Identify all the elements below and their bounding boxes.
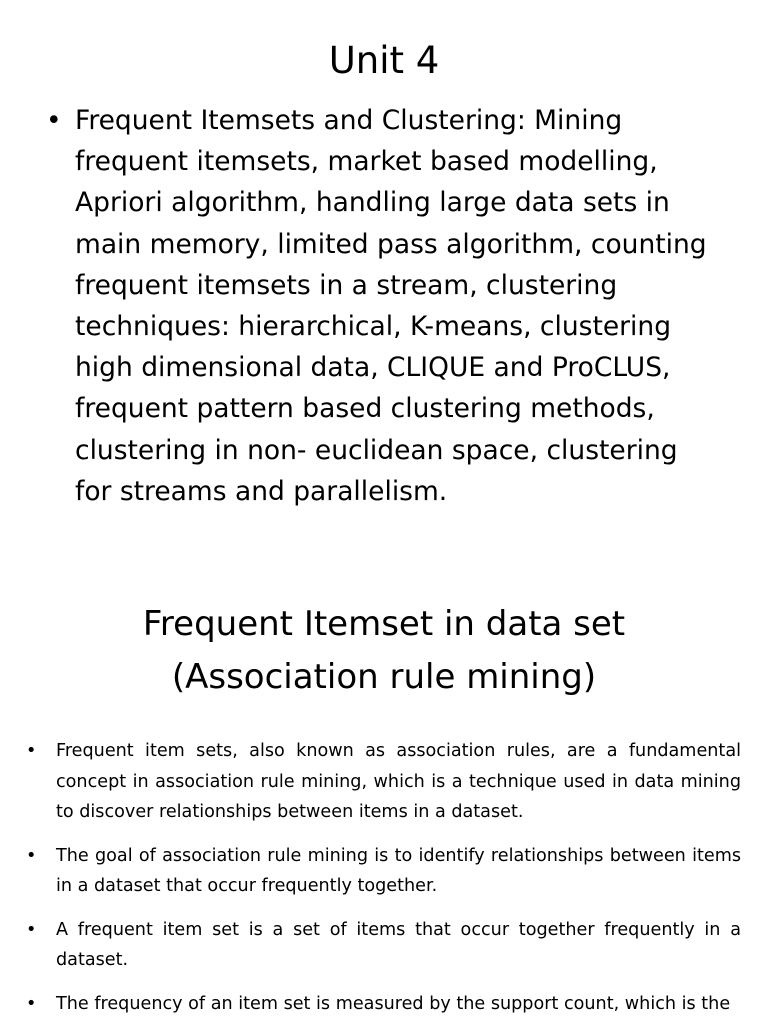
slide-frequent-itemset [0, 580, 768, 1024]
topic-bullet [46, 100, 716, 512]
topic-bullet-text: Frequent Itemsets and Clustering: Mining frequent itemsets, market based modelling, Apriori algorithm, handling large data sets in main memory, limited pass algorithm, counting frequent itemsets in a stream, clustering techniques: hierarchical, K-means, clustering high dimensional data, CLIQUE and ProCLUS, frequent pattern based clustering methods, clustering in non- euclidean space, clustering for streams and parallelism. [75, 105, 707, 507]
slide-title: Unit 4 [328, 39, 440, 82]
list-item [26, 915, 741, 976]
bullet-marker: • [26, 845, 37, 866]
bullet-marker: • [26, 919, 37, 940]
list-item-text: A frequent item set is a set of items that occur together frequently in a dataset. [56, 919, 741, 970]
slide-title-line-2: (Association rule mining) [171, 657, 597, 697]
list-item [26, 841, 741, 902]
list-item [26, 736, 741, 828]
list-item [26, 989, 741, 1020]
bullet-marker: • [26, 993, 37, 1014]
slide-title [0, 598, 768, 704]
bullet-marker: • [46, 105, 62, 136]
list-item-text: The goal of association rule mining is to identify relationships between items in a dataset that occur frequently together. [56, 845, 741, 896]
list-item-text: The frequency of an item set is measured by the support count, which is the [56, 993, 731, 1014]
slide-title-line-1: Frequent Itemset in data set [142, 604, 626, 644]
bullet-marker: • [26, 741, 37, 761]
list-item-text: Frequent item sets, also known as association rules, are a fundamental concept in association rule mining, which is a technique used in data mining to discover relationships between items in a dataset. [56, 741, 741, 822]
bullet-list [26, 736, 741, 1032]
